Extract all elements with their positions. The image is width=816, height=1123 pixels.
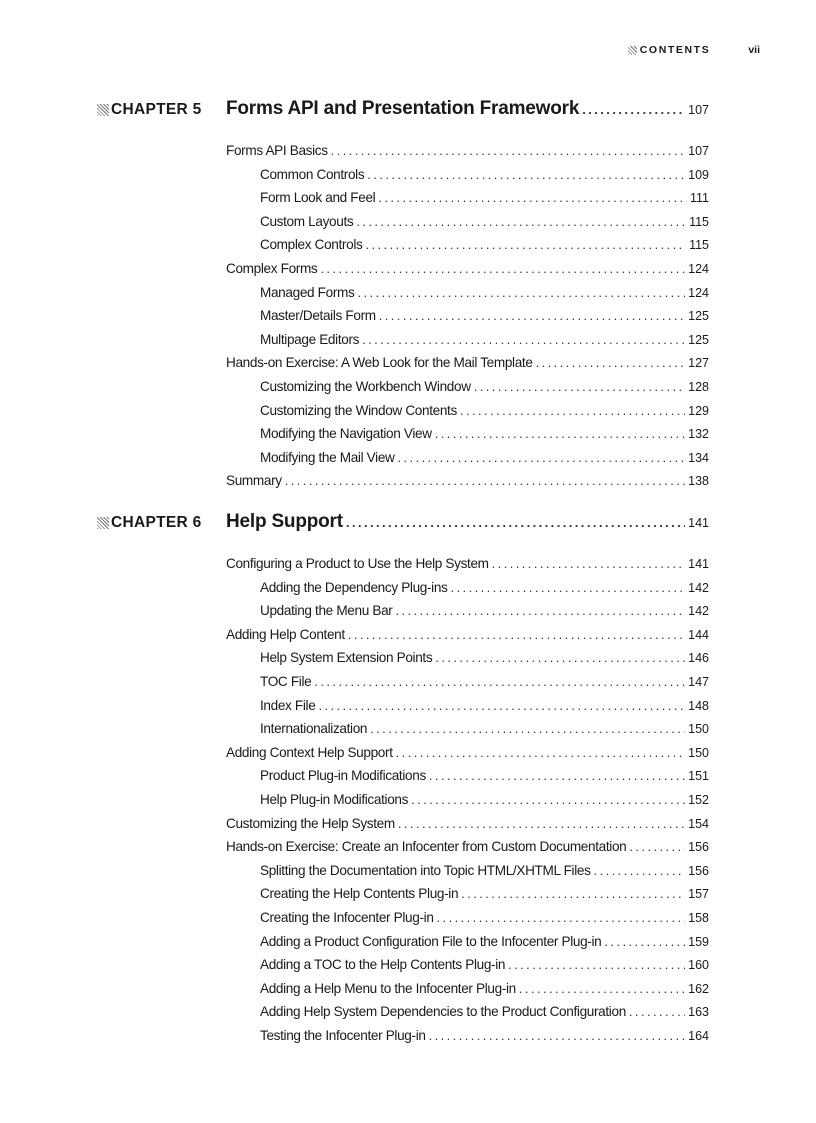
entry-text: Splitting the Documentation into Topic HTML/XHTML Files [260,862,591,878]
entry-page-number: 132 [688,427,709,442]
entry-page-number: 156 [688,863,709,878]
entry-page-number: 138 [688,474,709,489]
hatch-bullet-icon [97,104,109,116]
toc-subsection-entry[interactable] [260,167,709,182]
entry-page-number: 134 [688,450,709,465]
dot-leader [367,167,685,182]
entry-text: Multipage Editors [260,331,360,347]
dot-leader [519,981,685,996]
dot-leader [629,839,685,854]
entry-text: Forms API and Presentation Framework [226,98,580,119]
entry-page-number: 141 [688,557,709,571]
entry-page-number: 141 [688,516,709,530]
dot-leader [318,698,685,713]
entry-text: Complex Forms [226,261,318,276]
entry-text: Adding Context Help Support [226,744,393,760]
entry-page-number: 154 [688,816,709,831]
entry-text: Internationalization [260,721,368,737]
toc-section-entry[interactable] [226,816,709,831]
section-name: CONTENTS [639,44,711,56]
entry-page-number: 152 [688,793,709,807]
dot-leader [604,934,685,949]
entry-text: Hands-on Exercise: A Web Look for the Mail Template [226,355,533,371]
toc-subsection-entry[interactable] [260,237,709,252]
entry-page-number: 125 [688,309,709,324]
entry-page-number: 164 [688,1029,709,1043]
toc-section-entry[interactable] [226,556,709,571]
entry-page-number: 107 [688,103,709,117]
entry-text: TOC File [260,674,312,689]
entry-page-number: 142 [688,580,709,595]
entry-text: Help Plug-in Modifications [260,792,409,807]
entry-page-number: 160 [688,958,709,973]
toc-subsection-entry[interactable] [260,450,709,465]
entry-text: Common Controls [260,166,365,182]
toc-subsection-entry[interactable] [260,190,709,205]
entry-page-number: 148 [688,698,709,713]
page-number: vii [748,44,760,56]
entry-text: Help System Extension Points [260,650,433,666]
entry-page-number: 127 [688,356,709,371]
dot-leader [594,863,686,878]
dot-leader [508,957,685,972]
toc-subsection-entry[interactable] [260,886,709,901]
entry-text: Index File [260,697,316,713]
entry-text: Adding Help System Dependencies to the Product Configuration [260,1004,626,1020]
dot-leader [346,515,685,530]
entry-text: Adding a TOC to the Help Contents Plug-in [260,957,506,973]
entry-text: Updating the Menu Bar [260,603,393,619]
dot-leader [285,473,685,488]
dot-leader [348,627,685,642]
entry-page-number: 151 [688,769,709,784]
dot-leader [398,816,685,831]
entry-page-number: 111 [689,191,709,206]
dot-leader [582,102,685,117]
entry-text: Product Plug-in Modifications [260,768,426,784]
toc-subsection-entry[interactable] [260,1028,709,1043]
entry-text: Form Look and Feel [260,190,376,206]
entry-text: Configuring a Product to Use the Help System [226,556,489,571]
entry-text: Custom Layouts [260,213,354,229]
dot-leader [331,143,685,158]
entry-page-number: 156 [688,840,709,855]
dot-leader [357,285,685,300]
entry-text: Managed Forms [260,284,355,300]
entry-text: Customizing the Workbench Window [260,379,471,394]
toc-subsection-entry[interactable] [260,580,709,595]
toc-subsection-entry[interactable] [260,1004,709,1019]
entry-text: Summary [226,473,282,489]
dot-leader [398,450,686,465]
entry-text: Forms API Basics [226,143,328,158]
entry-text: Adding a Product Configuration File to the Infocenter Plug-in [260,933,602,949]
toc-subsection-entry[interactable] [260,934,709,949]
dot-leader [474,379,685,394]
hatch-bullet-icon [97,517,109,529]
entry-page-number: 150 [688,722,709,737]
toc-subsection-entry[interactable] [260,768,709,783]
entry-page-number: 158 [688,911,709,925]
entry-page-number: 107 [688,144,709,158]
dot-leader [370,721,685,736]
toc-subsection-entry[interactable] [260,426,709,441]
toc-subsection-entry[interactable] [260,792,709,807]
entry-page-number: 163 [688,1005,709,1020]
dot-leader [396,745,686,760]
entry-text: Testing the Infocenter Plug-in [260,1028,426,1043]
entry-page-number: 142 [688,604,709,619]
toc-subsection-entry[interactable] [260,379,709,394]
dot-leader [536,355,686,370]
dot-leader [451,580,686,595]
entry-text: Adding Help Content [226,626,345,642]
toc-subsection-entry[interactable] [260,698,709,713]
toc-subsection-entry[interactable] [260,650,709,665]
toc-subsection-entry[interactable] [260,910,709,925]
chapter-label [97,514,202,532]
toc-subsection-entry[interactable] [260,957,709,972]
entry-text: Complex Controls [260,237,363,253]
entry-text: Master/Details Form [260,308,376,324]
entry-page-number: 147 [688,675,709,689]
chapter-title[interactable] [226,511,709,533]
entry-page-number: 124 [688,262,709,276]
hatch-bullet-icon [628,46,637,55]
dot-leader [492,556,685,571]
toc-subsection-entry[interactable] [260,403,709,418]
dot-leader [429,768,685,783]
toc-subsection-entry[interactable] [260,308,709,323]
entry-text: Customizing the Window Contents [260,402,457,418]
entry-page-number: 128 [688,380,709,394]
entry-page-number: 144 [688,627,709,642]
toc-subsection-entry[interactable] [260,981,709,996]
entry-text: Hands-on Exercise: Create an Infocenter from Custom Documentation [226,839,627,855]
chapter-label-text: CHAPTER 5 [111,101,202,118]
dot-leader [435,650,685,665]
chapter-label [97,101,202,119]
dot-leader [365,237,686,252]
toc-subsection-entry[interactable] [260,721,709,736]
chapter-label-text: CHAPTER 6 [111,514,202,531]
dot-leader [356,214,686,229]
toc-subsection-entry[interactable] [260,674,709,689]
toc-section-entry[interactable] [226,261,709,276]
dot-leader [320,261,685,276]
dot-leader [411,792,685,807]
toc-subsection-entry[interactable] [260,863,709,878]
dot-leader [435,426,685,441]
dot-leader [378,190,687,205]
toc-section-entry[interactable] [226,355,709,370]
entry-page-number: 125 [688,332,709,347]
toc-section-entry[interactable] [226,473,709,488]
entry-text: Modifying the Mail View [260,449,395,465]
entry-text: Creating the Help Contents Plug-in [260,886,459,902]
entry-page-number: 157 [688,887,709,902]
entry-text: Creating the Infocenter Plug-in [260,910,434,925]
toc-subsection-entry[interactable] [260,214,709,229]
dot-leader [395,603,685,618]
toc-section-entry[interactable] [226,839,709,854]
entry-page-number: 115 [689,214,709,229]
dot-leader [437,910,686,925]
toc-subsection-entry[interactable] [260,285,709,300]
entry-text: Help Support [226,511,343,532]
toc-section-entry[interactable] [226,745,709,760]
entry-text: Modifying the Navigation View [260,426,432,442]
dot-leader [362,332,685,347]
entry-text: Adding the Dependency Plug-ins [260,579,448,595]
dot-leader [429,1028,686,1043]
dot-leader [461,886,685,901]
entry-page-number: 146 [688,651,709,666]
entry-page-number: 162 [688,981,709,996]
toc-subsection-entry[interactable] [260,332,709,347]
entry-page-number: 129 [688,403,709,418]
entry-page-number: 115 [689,238,709,253]
dot-leader [379,308,685,323]
entry-text: Customizing the Help System [226,815,395,831]
toc-section-entry[interactable] [226,143,709,158]
running-head [628,44,760,56]
toc-subsection-entry[interactable] [260,603,709,618]
chapter-title[interactable] [226,98,709,120]
dot-leader [314,674,685,689]
entry-page-number: 124 [688,285,709,300]
dot-leader [629,1004,685,1019]
entry-page-number: 109 [688,167,709,182]
entry-text: Adding a Help Menu to the Infocenter Plug-in [260,980,516,996]
toc-section-entry[interactable] [226,627,709,642]
dot-leader [460,403,685,418]
entry-page-number: 150 [688,745,709,760]
entry-page-number: 159 [688,934,709,949]
